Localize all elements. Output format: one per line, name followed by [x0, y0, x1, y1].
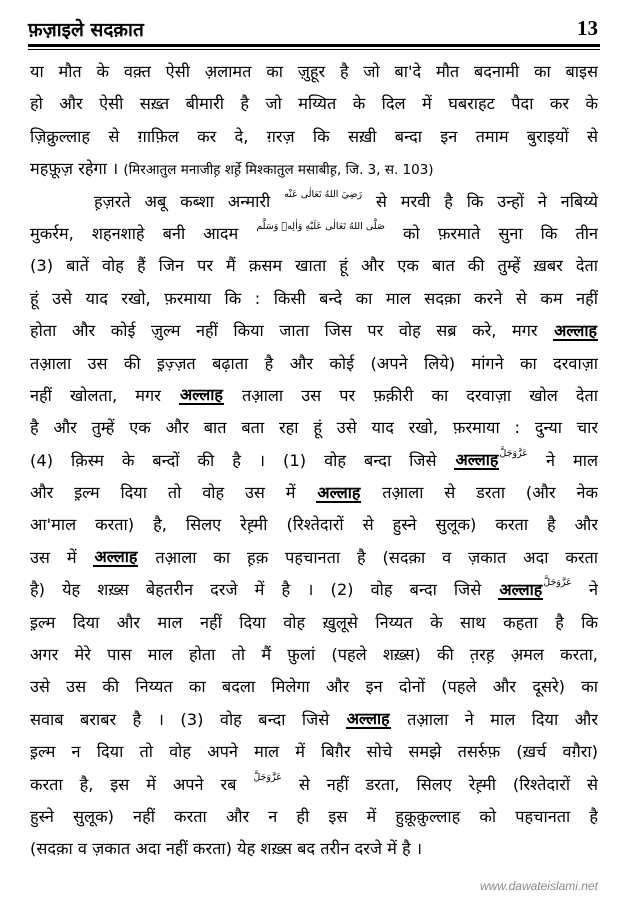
text-line [30, 639, 598, 671]
text-line [30, 509, 598, 541]
text-line [30, 736, 598, 768]
allah-word: अल्लाह [179, 385, 223, 405]
text-span: तआ़ला उस की इ़ज़्ज़त बढ़ाता है और कोई (अपने लिये) मांगने का दरवाज़ा [30, 353, 598, 373]
honorific-radiyallahu: رَضِيَ اللهُ تَعَالٰى عَنْه [284, 188, 363, 200]
text-line [30, 445, 598, 477]
text-span: उस में [30, 547, 94, 567]
page-number: 13 [577, 16, 598, 40]
text-span: है) येह शख़्स बेहतरीन दरजे में है । (2) वोह बन्दा जिसे [30, 580, 499, 600]
text-span: या मौत के वक़्त ऐसी अ़लामत का ज़ुहूर है जो बा'दे मौत बदनामी का बाइस [30, 62, 598, 81]
text-span: हूं उसे याद रखो, फ़रमाया कि : किसी बन्दे का माल सदक़ा करने से कम नहीं [30, 288, 598, 308]
text-span: महफ़ूज़ रहेगा । [30, 159, 124, 179]
text-span: आ'माल करता) है, सिलए रेह़्मी (रिश्तेदारों से हुस्ने सुलूक) करता है और [30, 515, 598, 535]
text-span: इ़ल्म दिया और माल नहीं दिया वोह ख़ुलूसे निय्यत के साथ कहता है कि [30, 612, 598, 632]
text-line [30, 56, 598, 88]
footer-website[interactable]: www.dawateislami.net [479, 879, 598, 893]
text-span: और इ़ल्म दिया तो वोह उस में [30, 483, 317, 503]
text-span: हो और ऐसी सख़्त बीमारी है जो मय्यित के दिल में घबराहट पैदा कर के [30, 94, 598, 114]
allah-word: अल्लाह [94, 547, 138, 567]
text-span: करता है, इस में अपने रब [30, 774, 254, 794]
text-line [30, 704, 598, 736]
text-span: (3) बातें वोह हैं जिन पर मैं क़सम खाता हूं और एक बात की तुम्हें ख़बर देता [30, 256, 598, 276]
honorific-azza-wa-jalla: عَزَّوَجَلَّ [253, 771, 282, 783]
text-line [30, 607, 598, 639]
body-text [30, 56, 598, 866]
text-span: तआ़ला से डरता (और नेक [361, 483, 598, 503]
text-span: तआ़ला ने माल दिया और [390, 709, 598, 729]
text-line [30, 153, 598, 185]
header-rule-thick [28, 44, 600, 47]
allah-word: अल्लाह [499, 579, 543, 599]
header-rule-thin [28, 49, 600, 50]
text-line [30, 348, 598, 380]
text-line [30, 283, 598, 315]
text-span: ने [571, 580, 598, 600]
text-line [30, 250, 598, 282]
text-span: तआ़ला का ह़क़ पहचानता है (सदक़ा व ज़कात अदा करता [138, 547, 598, 567]
allah-word: अल्लाह [455, 450, 499, 470]
text-span: है और तुम्हें एक और बात बता रहा हूं उसे याद रखो, फ़रमाया : दुन्या चार [30, 418, 598, 438]
text-span: अगर मेरे पास माल होता तो मैं फ़ुलां (पहले शख़्स) की त़रह़ अ़मल करता, [30, 645, 598, 665]
text-span: होता और कोई ज़ुल्म नहीं किया जाता जिस पर वोह सब्र करे, मगर [30, 321, 554, 341]
text-span: से मरवी है कि उन्हों ने नबिय्ये [362, 191, 598, 211]
text-line [30, 88, 598, 120]
text-line [30, 477, 598, 509]
text-line [30, 412, 598, 444]
text-line [30, 121, 598, 153]
running-title: फ़ज़ाइले सदक़ात [28, 19, 144, 41]
text-line [30, 542, 598, 574]
text-span: (4) क़िस्म के बन्दों की है । (1) वोह बन्दा जिसे [30, 450, 455, 470]
text-span: को फ़रमाते सुना कि तीन [384, 223, 598, 243]
allah-word: अल्लाह [554, 320, 597, 340]
citation: (मिरआतुल मनाजीह़ शर्ह़े मिश्कातुल मसाबीह़, जि. 3, स. 103) [123, 162, 434, 179]
text-line [30, 574, 598, 606]
text-span: इ़ल्म न दिया तो वोह अपने माल में बिग़ैर सोचे समझे तसर्रुफ़ (ख़र्च वग़ैरा) [30, 742, 598, 762]
text-span: ह़ज़रते अबू कब्शा अन्मारी [94, 191, 285, 211]
text-line [30, 380, 598, 412]
honorific-azza-wa-jalla: عَزَّوَجَلَّ [543, 577, 572, 589]
text-line [30, 315, 598, 347]
text-span: तआ़ला उस पर फ़क़ीरी का दरवाज़ा खोल देता [223, 385, 598, 405]
text-span: नहीं खोलता, मगर [30, 385, 179, 405]
allah-word: अल्लाह [317, 482, 361, 502]
text-line [30, 671, 598, 703]
text-span: ने माल [527, 450, 598, 470]
text-span: से नहीं डरता, सिलए रेह़्मी (रिश्तेदारों से [281, 774, 598, 794]
text-line [30, 218, 598, 250]
text-line [30, 186, 598, 218]
text-span: सवाब बराबर है । (3) वोह बन्दा जिसे [30, 709, 346, 729]
allah-word: अल्लाह [346, 709, 390, 729]
text-line [30, 801, 598, 833]
text-span: ज़िक्रुल्लाह से ग़ाफ़िल कर दे, ग़रज़ कि सख़ी बन्दा इन तमाम बुराइयों से [30, 126, 598, 146]
text-line [30, 769, 598, 801]
text-span: (सदक़ा व ज़कात अदा नहीं करता) येह शख़्स बद तरीन दरजे में है । [30, 839, 423, 859]
text-line [30, 833, 598, 865]
honorific-sallallahu: صَلَّى اللهُ تَعَالٰى عَلَيْهِ وَاٰلِهٖ وَسَلَّم [256, 220, 385, 232]
text-span: हुस्ने सुलूक) नहीं करता और न ही इस में हुक़ूक़ुल्लाह को पहचानता है [30, 806, 598, 826]
honorific-azza-wa-jalla: عَزَّوَجَلَّ [499, 447, 528, 459]
text-span: मुकर्रम, शहनशाहे बनी आदम [30, 223, 257, 243]
text-span: उसे उस की निय्यत का बदला मिलेगा और इन दोनों (पहले और दूसरे) का [30, 677, 598, 697]
